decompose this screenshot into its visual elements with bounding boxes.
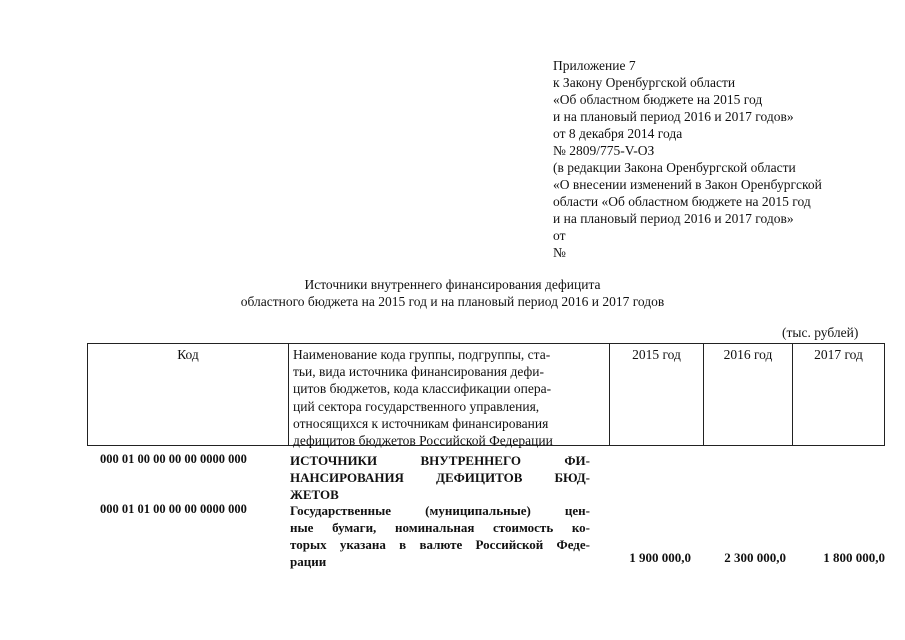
header-code: Код [177, 347, 199, 362]
header-2017: 2017 год [792, 344, 884, 445]
header-name-line: относящихся к источникам финансирования [293, 415, 549, 431]
row-code: 000 01 01 00 00 00 0000 000 [100, 502, 247, 516]
appendix-line: области «Об областном бюджете на 2015 год [553, 194, 811, 209]
appendix-line: и на плановый период 2016 и 2017 годов» [553, 109, 794, 124]
appendix-line: «О внесении изменений в Закон Оренбургской [553, 177, 822, 192]
appendix-line: от 8 декабря 2014 года [553, 126, 683, 141]
row-name-line: НАНСИРОВАНИЯ ДЕФИЦИТОВ БЮД- [290, 470, 590, 485]
table-header [87, 343, 885, 449]
appendix-line: и на плановый период 2016 и 2017 годов» [553, 211, 794, 226]
header-2015: 2015 год [609, 344, 703, 445]
row-value-2017: 1 800 000,0 [823, 550, 885, 565]
row-name [290, 452, 590, 503]
header-name-line: Наименование кода группы, подгруппы, ста- [293, 347, 551, 362]
appendix-line: к Закону Оренбургской области [553, 75, 736, 90]
row-name [290, 502, 590, 570]
appendix-line: № 2809/775-V-ОЗ [553, 143, 655, 158]
header-2016: 2016 год [703, 344, 792, 445]
row-name-line: рации [290, 554, 327, 569]
header-name-line: цитов бюджетов, кода классификации опера- [293, 381, 552, 397]
row-name-line: ИСТОЧНИКИ ВНУТРЕННЕГО ФИ- [290, 453, 590, 468]
header-name [288, 344, 609, 449]
title-line-2: областного бюджета на 2015 год и на плановый период 2016 и 2017 годов [240, 294, 665, 309]
appendix-line: от [553, 228, 566, 243]
title-line-1: Источники внутреннего финансирования дефицита [304, 277, 601, 292]
row-name-line: ные бумаги, номинальная стоимость ко- [290, 520, 590, 535]
header-name-line: тьи, вида источника финансирования дефи- [293, 364, 545, 380]
row-name-line: торых указана в валюте Российской Феде- [290, 537, 590, 552]
row-value-2015: 1 900 000,0 [629, 550, 691, 565]
units-label: (тыс. рублей) [782, 325, 859, 340]
appendix-line: Приложение 7 [553, 58, 636, 73]
row-name-line: Государственные (муниципальные) цен- [290, 503, 590, 518]
appendix-line: (в редакции Закона Оренбургской области [553, 160, 796, 175]
row-code: 000 01 00 00 00 00 0000 000 [100, 452, 247, 466]
header-name-line: дефицитов бюджетов Российской Федерации [293, 433, 553, 449]
appendix-line: № [553, 245, 566, 260]
document-title [0, 276, 905, 310]
header-name-line: ций сектора государственного управления, [293, 398, 540, 414]
row-name-line: ЖЕТОВ [290, 487, 339, 502]
appendix-reference [553, 57, 822, 261]
row-value-2016: 2 300 000,0 [724, 550, 786, 565]
appendix-line: «Об областном бюджете на 2015 год [553, 92, 763, 107]
